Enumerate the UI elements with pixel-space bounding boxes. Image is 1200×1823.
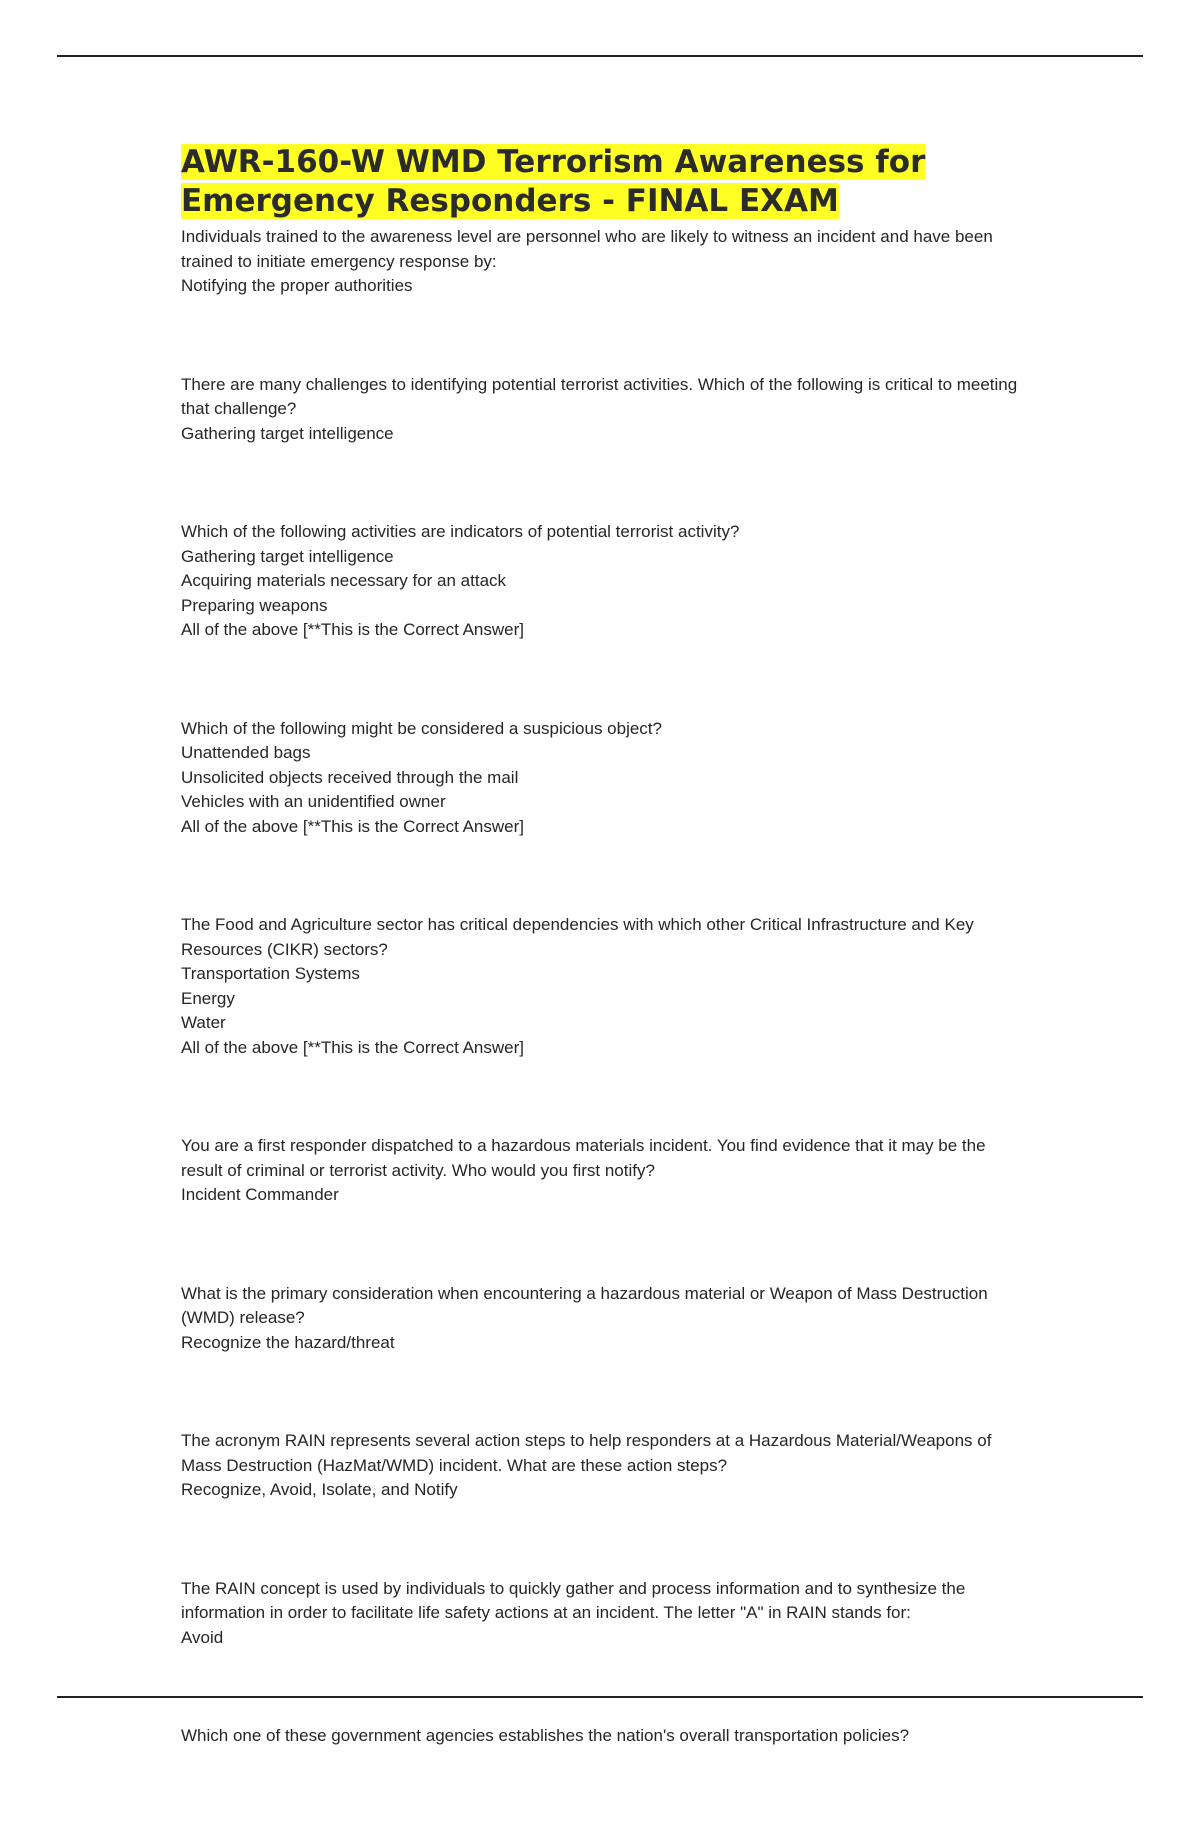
qa-item	[181, 1429, 1031, 1503]
question-text: The Food and Agriculture sector has critical dependencies with which other Critical Infrastructure and Key Resources (CIKR) sectors?	[181, 915, 979, 959]
answer-text: Gathering target intelligence	[181, 423, 394, 443]
question-text: Which of the following activities are indicators of potential terrorist activity?	[181, 522, 740, 541]
answer-text: Unsolicited objects received through the mail	[181, 767, 519, 787]
question-text: The acronym RAIN represents several action steps to help responders at a Hazardous Material/Weapons of Mass Destruction (HazMat/WMD) incident. What are these action steps?	[181, 1431, 997, 1475]
answer-text: All of the above [**This is the Correct Answer]	[181, 1037, 524, 1057]
question-text: The RAIN concept is used by individuals to quickly gather and process information and to synthesize the information in order to facilitate life safety actions at an incident. The letter "A" in RAIN stands for:	[181, 1578, 971, 1622]
answer-text: Gathering target intelligence	[181, 546, 394, 566]
header-rule	[57, 55, 1143, 57]
qa-item	[181, 1134, 1031, 1208]
title-line-1: AWR-160-W WMD Terrorism Awareness for	[181, 144, 926, 180]
answer-text: Recognize the hazard/threat	[181, 1332, 395, 1352]
qa-item	[181, 225, 1031, 299]
question-text: You are a first responder dispatched to a hazardous materials incident. You find evidence that it may be the result of criminal or terrorist activity. Who would you first notify?	[181, 1136, 991, 1180]
document-title	[181, 143, 1031, 221]
answer-text: Preparing weapons	[181, 595, 328, 615]
answer-text: Acquiring materials necessary for an attack	[181, 571, 507, 590]
question-text: There are many challenges to identifying potential terrorist activities. Which of the following is critical to meeting that challenge?	[181, 374, 1022, 418]
qa-item	[181, 1577, 1031, 1651]
answer-text: Recognize, Avoid, Isolate, and Notify	[181, 1480, 458, 1499]
qa-item	[181, 520, 1031, 643]
qa-item	[181, 1724, 1031, 1749]
answer-text: Unattended bags	[181, 743, 311, 762]
qa-item	[181, 717, 1031, 840]
answer-text: Notifying the proper authorities	[181, 276, 413, 295]
answer-text: Energy	[181, 988, 235, 1008]
qa-item	[181, 1282, 1031, 1356]
answer-text: Vehicles with an unidentified owner	[181, 792, 446, 811]
question-text: Which of the following might be considered a suspicious object?	[181, 718, 662, 738]
footer-rule	[57, 1696, 1143, 1698]
question-text: Which one of these government agencies establishes the nation's overall transportation policies?	[181, 1726, 910, 1745]
answer-text: Water	[181, 1013, 226, 1032]
qa-item	[181, 913, 1031, 1060]
answer-text: All of the above [**This is the Correct Answer]	[181, 620, 524, 639]
qa-item	[181, 373, 1031, 447]
title-line-2: Emergency Responders - FINAL EXAM	[181, 183, 839, 219]
answer-text: Avoid	[181, 1627, 224, 1647]
answer-text: Transportation Systems	[181, 964, 360, 983]
question-text: Individuals trained to the awareness level are personnel who are likely to witness an incident and have been trained to initiate emergency response by:	[181, 227, 998, 271]
answer-text: All of the above [**This is the Correct Answer]	[181, 816, 524, 836]
question-text: What is the primary consideration when encountering a hazardous material or Weapon of Mass Destruction (WMD) release?	[181, 1283, 993, 1327]
answer-text: Incident Commander	[181, 1185, 339, 1204]
document-body	[181, 143, 1031, 1823]
